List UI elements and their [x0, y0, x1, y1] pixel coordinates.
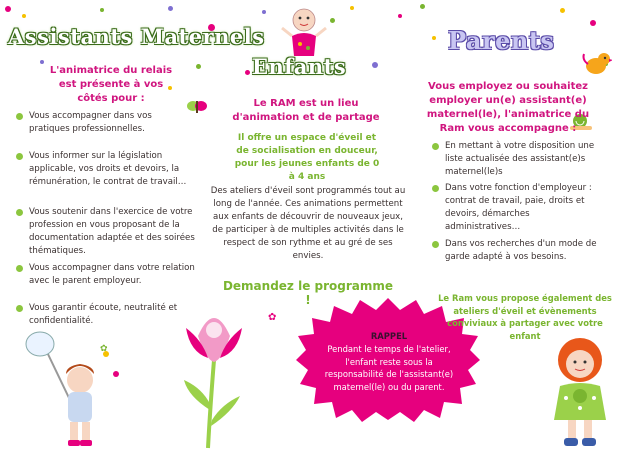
left-title: Assistants Maternels: [8, 24, 265, 49]
bullet-icon: [16, 153, 23, 160]
rappel-text: Pendant le temps de l'atelier, l'enfant reste sous la responsabilité de l'assistant(e) maternel(le) ou du parent.: [324, 344, 454, 392]
right-title: Parents: [448, 26, 555, 55]
flower-icon: [178, 300, 250, 450]
right-item-2: [432, 182, 604, 234]
left-item-text: Vous accompagner dans votre relation avec le parent employeur.: [29, 263, 195, 286]
left-item-1: [16, 110, 192, 136]
left-item-5: [16, 302, 196, 328]
right-item-text: Dans vos recherches d'un mode de garde adapté à vos besoins.: [445, 239, 597, 262]
right-item-text: Dans votre fonction d'employeur : contrat de travail, paie, droits et devoirs, démarches administratives…: [445, 183, 592, 232]
center-heading: Le RAM est un lieu d'animation et de partage: [232, 98, 380, 123]
right-item-text: En mettant à votre disposition une liste actualisée des assistant(e)s maternel(le)s: [445, 141, 595, 177]
bullet-icon: [432, 241, 439, 248]
right-intro: Vous employez ou souhaitez employer un(e) assistant(e) maternel(le), l'animatrice du Ram vous accompagne :: [426, 81, 590, 134]
bug-icon: ✿: [100, 344, 108, 354]
left-item-text: Vous soutenir dans l'exercice de votre profession en vous proposant de la documentation adaptée et des soirées thématiques.: [29, 207, 195, 256]
left-intro: L'animatrice du relais est présente à vos côtés pour :: [49, 65, 173, 104]
redhead-girl-icon: [544, 336, 616, 452]
bullet-icon: [16, 209, 23, 216]
left-item-text: Vous garantir écoute, neutralité et confidentialité.: [29, 303, 178, 326]
right-item-3: [432, 238, 604, 264]
left-item-3: [16, 206, 200, 258]
bullet-icon: [16, 113, 23, 120]
left-item-4: [16, 262, 196, 288]
left-item-text: Vous accompagner dans vos pratiques professionnelles.: [29, 111, 152, 134]
rappel-title: RAPPEL: [370, 331, 408, 341]
right-footer: Le Ram vous propose également des ateliers d'éveil et évènements conviviaux à partager avec votre enfant: [438, 293, 612, 341]
center-cta: Demandez le programme !: [222, 279, 394, 307]
bullet-icon: [432, 143, 439, 150]
center-subheading: Il offre un espace d'éveil et de socialisation en douceur, pour les jeunes enfants de 0 à 4 ans: [234, 133, 380, 182]
center-paragraph: Des ateliers d'éveil sont programmés tout au long de l'année. Ces animations permettent aux enfants de découvrir de nouveaux jeux, de participer à de multiples activités dans le respect de son rythme et au gré de ses envies.: [210, 186, 406, 261]
bug-icon: ✿: [268, 312, 277, 323]
bullet-icon: [16, 265, 23, 272]
left-item-2: [16, 150, 196, 189]
doll-icon: [280, 6, 328, 60]
bird-icon: [582, 50, 612, 78]
bullet-icon: [432, 185, 439, 192]
girl-with-net-icon: [22, 330, 132, 452]
bullet-icon: [16, 305, 23, 312]
right-item-1: [432, 140, 604, 179]
left-item-text: Vous informer sur la législation applicable, vos droits et devoirs, la rémunération, le contrat de travail…: [29, 151, 187, 187]
center-title: Enfants: [252, 54, 347, 79]
